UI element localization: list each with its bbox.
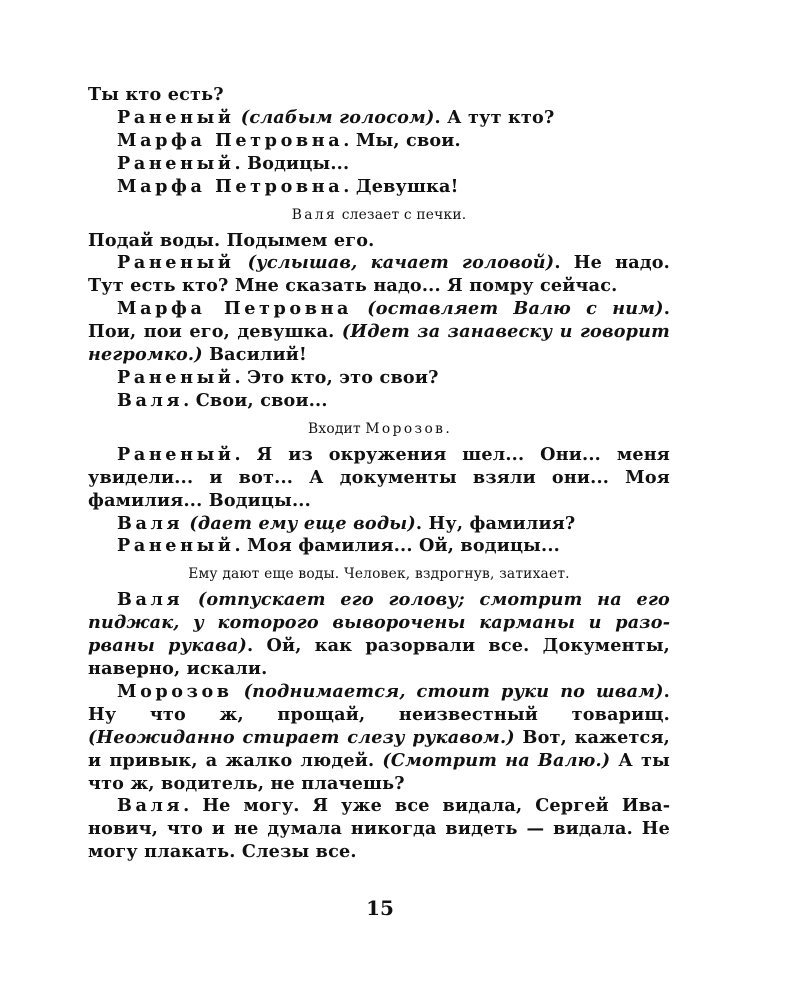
dialogue-paragraph (88, 513, 670, 536)
text-run: . А тут кто? (434, 106, 555, 128)
text-run: Ему дают еще воды. Человек, вздрогнув, затихает. (188, 566, 570, 583)
dialogue-paragraph (88, 153, 670, 176)
text-run: . Пои, пои его, девушка. (88, 298, 671, 343)
dialogue-paragraph (88, 84, 670, 107)
text-run: . Я из окружения шел... Они... меня увидели... и вот... А документы взяли они... Моя фамилия... Водицы... (88, 443, 670, 511)
text-run: Вот, кажется, и привык, а жалко людей. (88, 726, 670, 771)
speaker-name: Валя (117, 795, 184, 817)
stage-remark: (Идет за занавеску и говорит негромко.) (88, 321, 670, 366)
speaker-name: Марфа Петровна (117, 298, 353, 320)
speaker-name: Раненый (117, 152, 235, 174)
dialogue-paragraph (88, 681, 670, 796)
text-run: . Мы, свои. (343, 129, 461, 151)
speaker-name: Раненый (117, 252, 235, 274)
speaker-name: Валя (117, 512, 184, 534)
dialogue-paragraph (88, 444, 670, 513)
text-run: Подай воды. Подымем его. (88, 229, 375, 251)
text-run: Входит (308, 420, 366, 437)
text-run: . Не могу. Я уже все видала, Сергей Иванович, что и не думала никогда видеть — видала. Не могу плакать. Слезы все. (88, 795, 670, 863)
text-run: . Ой, как разорвали все. Документы, наверно, искали. (88, 635, 670, 680)
text-run: . Ну, фамилия? (415, 512, 576, 534)
text-run: . Свои, свои... (183, 389, 328, 411)
speaker-name: Раненый (117, 443, 235, 465)
page-number: 15 (366, 896, 394, 920)
dialogue-paragraph (88, 298, 670, 367)
text-run: А ты что ж, водитель, не плачешь? (88, 749, 670, 794)
dialogue-paragraph (88, 367, 670, 390)
stage-remark: (оставляет Валю с ним) (367, 298, 664, 320)
speaker-name: Раненый (117, 106, 235, 128)
text-run (183, 589, 198, 610)
text-run: Ты кто есть? (88, 84, 224, 105)
stage-remark: (дает ему еще воды) (189, 512, 416, 534)
text-run: . Не надо. Тут есть кто? Мне сказать надо... Я помру сейчас. (88, 252, 671, 297)
text-run: . Водицы... (234, 152, 350, 174)
speaker-name: Марфа Петровна (117, 129, 344, 151)
dialogue-paragraph (88, 252, 670, 298)
stage-direction (88, 565, 670, 583)
dialogue-paragraph (88, 535, 670, 558)
speaker-name: Раненый (117, 535, 235, 557)
stage-remark: (Неожиданно стирает слезу рукавом.) (88, 726, 515, 748)
dialogue-paragraph (88, 589, 670, 681)
text-run: . Девушка! (343, 175, 459, 197)
dialogue-paragraph (88, 795, 670, 864)
stage-remark: (Смотрит на Валю.) (382, 749, 611, 771)
text-run: Василий! (202, 344, 307, 366)
dialogue-paragraph (88, 107, 670, 130)
stage-remark: (слабым голосом) (240, 106, 435, 128)
stage-remark: (отпускает его голову; смотрит на его пиджак, у которого выворочены карманы и разорваны рукава) (88, 589, 670, 657)
play-text-body (88, 84, 670, 864)
speaker-name: Раненый (117, 366, 235, 388)
speaker-name: Морозов (117, 680, 233, 702)
speaker-name: Валя (117, 389, 184, 411)
dialogue-paragraph (88, 230, 670, 253)
text-run: . (445, 420, 450, 437)
speaker-name: Валя (291, 206, 338, 223)
stage-direction (88, 420, 670, 438)
text-run (234, 252, 247, 273)
dialogue-paragraph (88, 130, 670, 153)
text-run: . Ну что ж, прощай, неизвестный товарищ. (88, 680, 670, 725)
stage-direction (88, 206, 670, 224)
stage-remark: (поднимается, стоит руки по швам) (243, 680, 664, 702)
speaker-name: Морозов (365, 420, 446, 437)
speaker-name: Марфа Петровна (117, 175, 344, 197)
dialogue-paragraph (88, 176, 670, 199)
text-run (352, 298, 367, 319)
text-run (233, 681, 244, 702)
text-run: . Моя фамилия... Ой, водицы... (234, 535, 560, 557)
stage-remark: (услышав, качает головой) (247, 252, 555, 274)
text-run: . Это кто, это свои? (234, 366, 439, 388)
speaker-name: Валя (117, 589, 184, 611)
text-run: слезает с печки. (337, 206, 467, 223)
dialogue-paragraph (88, 390, 670, 413)
